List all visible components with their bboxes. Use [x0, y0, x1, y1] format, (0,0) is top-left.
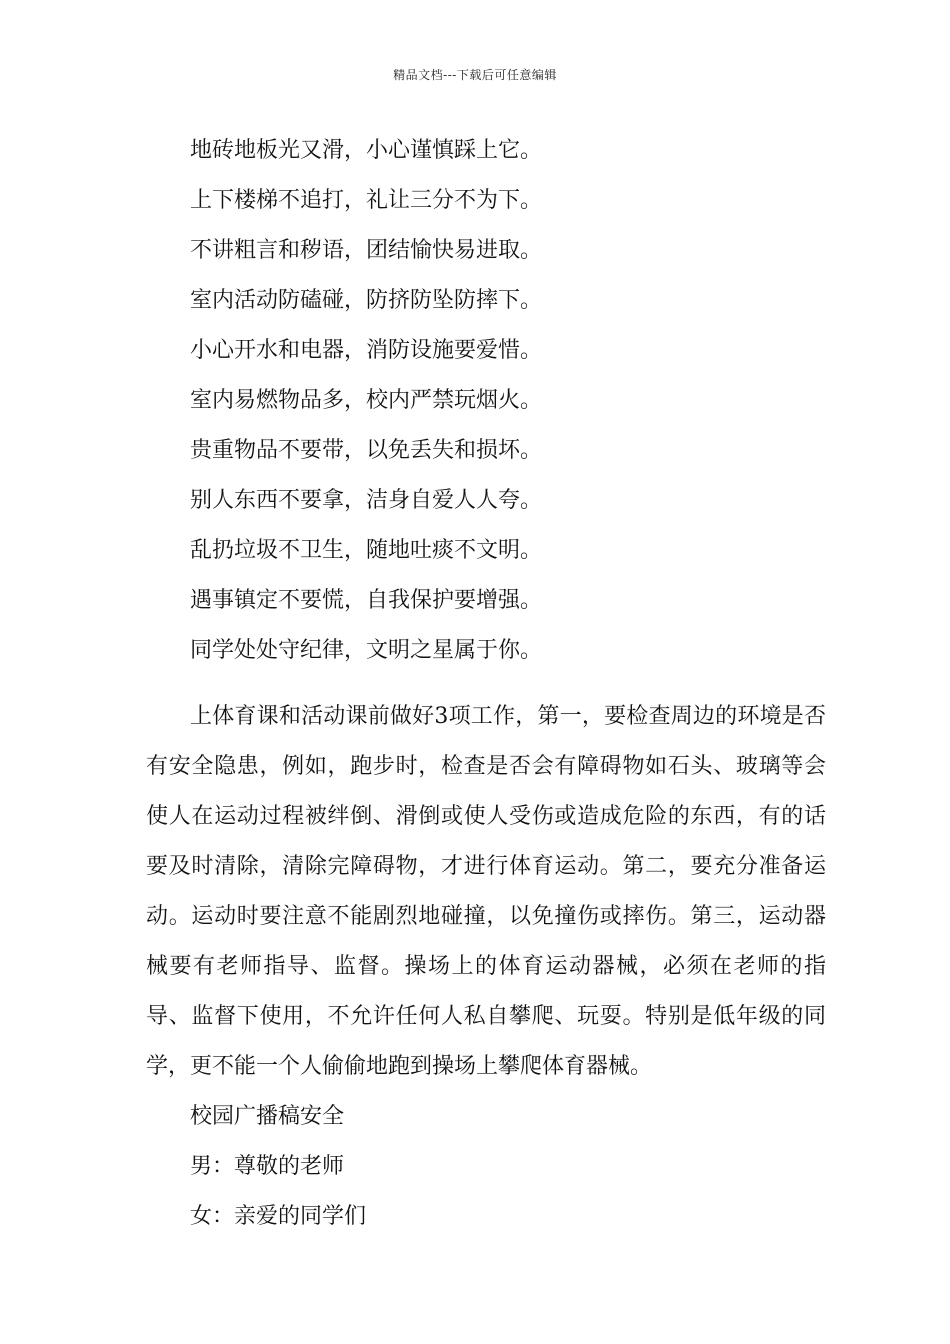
verse-line: 室内活动防磕碰，防挤防坠防摔下。: [190, 288, 543, 313]
verse-line: 贵重物品不要带，以免丢失和损坏。: [190, 438, 543, 463]
verse-line: 上下楼梯不追打，礼让三分不为下。: [190, 188, 543, 213]
document-body: [146, 132, 826, 1242]
verse-line: 小心开水和电器，消防设施要爱惜。: [190, 338, 543, 363]
verse-line: 室内易燃物品多，校内严禁玩烟火。: [190, 388, 543, 413]
verse-line: 乱扔垃圾不卫生，随地吐痰不文明。: [190, 538, 543, 563]
male-greeting: 男：尊敬的老师: [190, 1154, 345, 1179]
female-greeting: 女：亲爱的同学们: [190, 1204, 367, 1229]
verse-line: 别人东西不要拿，洁身自爱人人夸。: [190, 488, 543, 513]
pe-safety-paragraph: 上体育课和活动课前做好3项工作，第一，要检查周边的环境是否有安全隐患，例如，跑步时，检查是否会有障碍物如石头、玻璃等会使人在运动过程被绊倒、滑倒或使人受伤或造成危险的东西，有的话要及时清除，清除完障碍物，才进行体育运动。第二，要充分准备运动。运动时要注意不能剧烈地碰撞，以免撞伤或摔伤。第三，运动器械要有老师指导、监督。操场上的体育运动器械，必须在老师的指导、监督下使用，不允许任何人私自攀爬、玩耍。特别是低年级的同学，更不能一个人偷偷地跑到操场上攀爬体育器械。: [146, 704, 826, 1079]
verse-line: 遇事镇定不要慌，自我保护要增强。: [190, 588, 543, 613]
verse-line: 同学处处守纪律，文明之星属于你。: [190, 638, 543, 663]
verse-line: 不讲粗言和秽语，团结愉快易进取。: [190, 238, 543, 263]
page-header: 精品文档---下载后可任意编辑: [393, 68, 557, 82]
verse-line: 地砖地板光又滑，小心谨慎踩上它。: [190, 138, 543, 163]
broadcast-title: 校园广播稿安全: [190, 1104, 345, 1129]
